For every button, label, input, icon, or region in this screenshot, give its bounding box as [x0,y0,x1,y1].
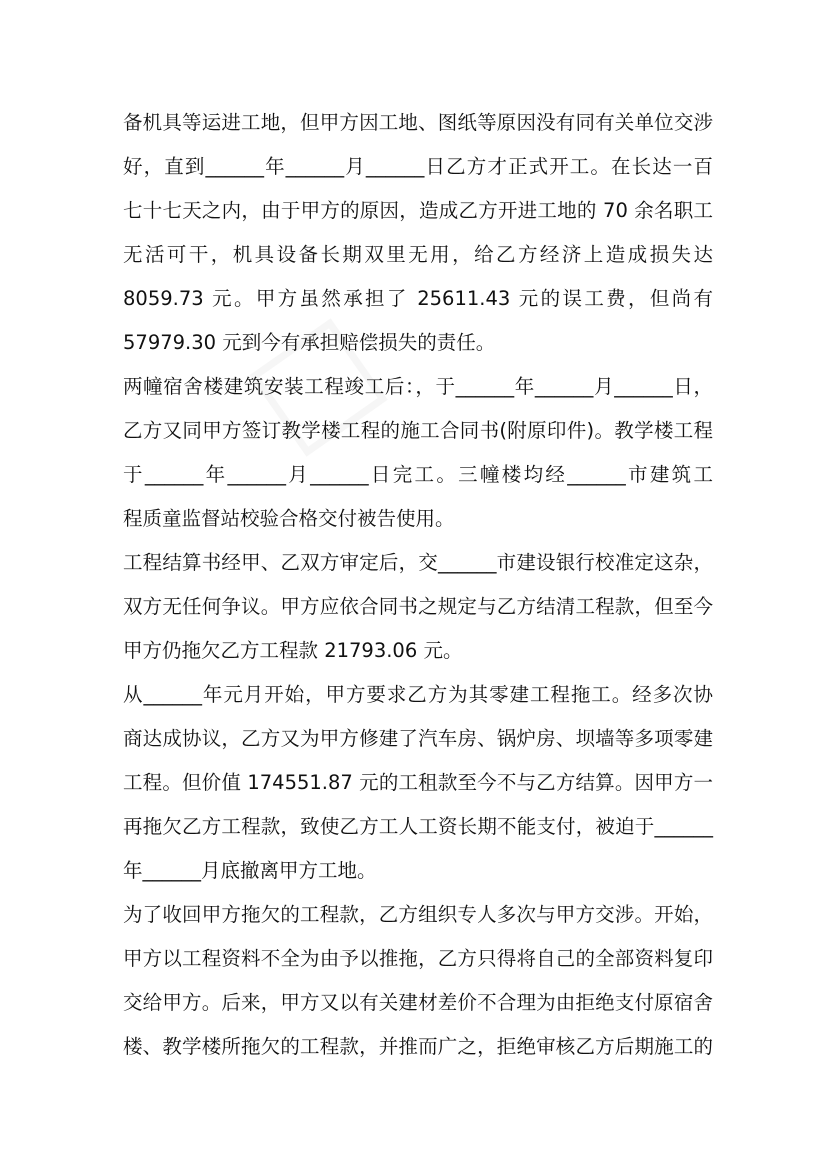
text-line-3: 七十七天之内，由于甲方的原因，造成乙方开进工地的 70 余名职工 [123,199,713,222]
text-line-13: 甲方仍拖欠乙方工程款 21793.06 元。 [123,639,463,662]
text-line-15: 商达成协议，乙方又为甲方修建了汽车房、锅炉房、坝墙等多项零建 [123,727,713,750]
text-line-5: 8059.73 元。甲方虽然承担了 25611.43 元的误工费，但尚有 [123,287,713,310]
text-line-21: 交给甲方。后来，甲方又以有关建材差价不合理为由拒绝支付原宿舍 [123,991,713,1014]
text-line-9: 于______年______月______日完工。三幢楼均经______市建筑工 [123,463,713,486]
text-line-20: 甲方以工程资料不全为由予以推拖，乙方只得将自己的全部资料复印 [123,947,713,970]
text-line-4: 无活可干，机具设备长期双里无用，给乙方经济上造成损失达 [123,243,713,266]
text-line-14: 从______年元月开始，甲方要求乙方为其零建工程拖工。经多次协 [123,683,713,706]
text-line-19: 为了收回甲方拖欠的工程款，乙方组织专人多次与甲方交涉。开始， [123,903,713,926]
text-line-6: 57979.30 元到今有承担赔偿损失的责任。 [123,331,496,354]
text-line-2: 好，直到______年______月______日乙方才正式开工。在长达一百 [123,155,713,178]
text-line-22: 楼、教学楼所拖欠的工程款，并推而广之，拒绝审核乙方后期施工的 [123,1035,713,1058]
text-line-10: 程质童监督站校验合格交付被告使用。 [123,507,455,530]
text-line-12: 双方无任何争议。甲方应依合同书之规定与乙方结清工程款，但至今 [123,595,713,618]
text-line-1: 备机具等运进工地，但甲方因工地、图纸等原因没有同有关单位交涉 [123,111,713,134]
text-line-18: 年______月底撤离甲方工地。 [123,859,377,882]
text-line-11: 工程结算书经甲、乙双方审定后，交______市建设银行校准定这杂， [123,551,713,574]
text-line-16: 工程。但价值 174551.87 元的工租款至今不与乙方结算。因甲方一 [123,771,713,794]
text-line-17: 再拖欠乙方工程款，致使乙方工人工资长期不能支付，被迫于______ [123,815,713,838]
text-line-8: 乙方又同甲方签订教学楼工程的施工合同书(附原印件)。教学楼工程 [123,419,713,442]
text-line-7: 两幢宿舍楼建筑安装工程竣工后：，于______年______月______日， [123,375,713,398]
